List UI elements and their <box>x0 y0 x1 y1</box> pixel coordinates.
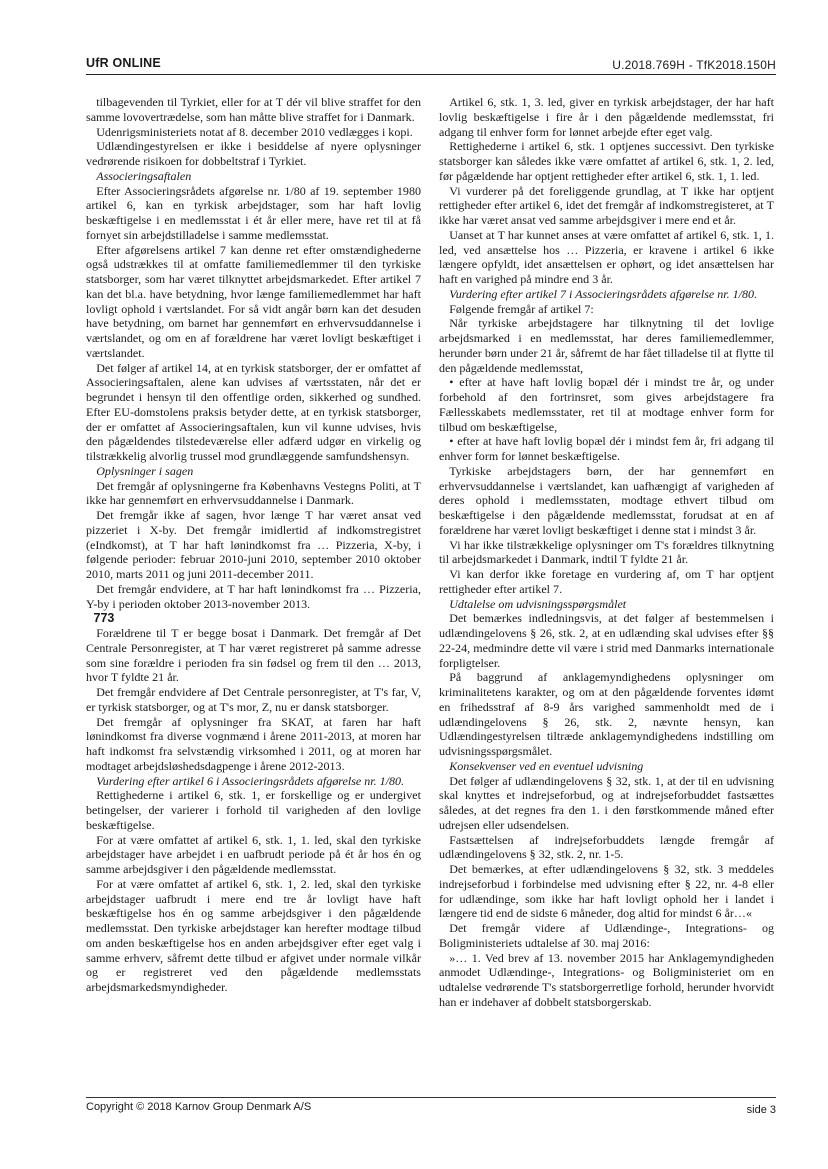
page-footer <box>86 1101 776 1119</box>
paragraph: Vi har ikke tilstrækkelige oplysninger om T's forældres tilknytning til arbejdsmarkedet i Danmark, indtil T fyldte 21 år. <box>439 537 774 567</box>
copyright-notice: Copyright © 2018 Karnov Group Denmark A/S <box>86 1101 312 1113</box>
source-page-number: 773 <box>93 611 115 626</box>
paragraph: Det fremgår endvidere af Det Centrale personregister, at T's far, V, er tyrkisk statsborger, og at T's mor, Z, nu er dansk statsborger. <box>86 685 421 714</box>
paragraph: Forældrene til T er begge bosat i Danmark. Det fremgår af Det Centrale Personregister, at T har været registreret på samme adresse som sine forældre i perioden fra sin fødsel og frem til den … 2013, hvor T fyldte 21 år. <box>86 626 421 685</box>
paragraph: For at være omfattet af artikel 6, stk. 1, 2. led, skal den tyrkiske arbejdstager uafbrudt i mere end tre år lovligt have haft beskæftigelse hos én og samme arbejdsgiver i den pågældende medlemsstat. Den tyrkiske arbejdstager kan herefter modtage tilbud om anden beskæftigelse hos en anden arbejdsgiver efter eget valg i samme erhverv, såfremt dette tilbud er afgivet under normale vilkår og er registreret ved den pågældende medlemsstats arbejdsmarkedsmyndigheder. <box>86 876 421 994</box>
page-number: side 3 <box>746 1104 776 1116</box>
paragraph: Udenrigsministeriets notat af 8. december 2010 vedlægges i kopi. <box>96 124 413 139</box>
document-reference: U.2018.769H - TfK2018.150H <box>612 58 776 72</box>
section-heading: Vurdering efter artikel 6 i Associeringsrådets afgørelse nr. 1/80. <box>96 773 405 788</box>
paragraph: Artikel 6, stk. 1, 3. led, giver en tyrkisk arbejdstager, der har haft lovlig beskæftigelse i fire år i den pågældende medlemsstat, fri adgang til enhver form for lønnet arbejde efter eget valg. <box>439 95 774 139</box>
paragraph: Vi vurderer på det foreliggende grundlag, at T ikke har optjent rettigheder efter artikel 6, idet det fremgår af indkomstregisteret, at T ikke har været ansat ved samme arbejdsgiver i mere end et år. <box>439 183 774 227</box>
paragraph: tilbagevenden til Tyrkiet, eller for at T dér vil blive straffet for den samme lovovertrædelse, som han måtte blive straffet for i Danmark. <box>86 95 421 124</box>
paragraph: Det fremgår videre af Udlændinge-, Integrations- og Boligministeriets udtalelse af 30. maj 2016: <box>439 921 774 950</box>
header-rule <box>86 74 776 75</box>
paragraph: For at være omfattet af artikel 6, stk. 1, 1. led, skal den tyrkiske arbejdstager have arbejdet i en uafbrudt periode på ét år hos én og samme arbejdsgiver i den pågældende medlemsstat. <box>86 832 421 876</box>
paragraph: Følgende fremgår af artikel 7: <box>449 301 594 316</box>
paragraph: Det følger af udlændingelovens § 32, stk. 1, at der til en udvisning skal knyttes et indrejseforbud, og at indrejseforbuddet fastsættes således, at det regnes fra den 1. i den førstkommende måned efter udrejsen eller udsendelsen. <box>439 773 774 832</box>
section-heading: Oplysninger i sagen <box>96 463 194 478</box>
section-heading: Konsekvenser ved en eventuel udvisning <box>449 758 644 773</box>
paragraph: Når tyrkiske arbejdstagere har tilknytning til det lovlige arbejdsmarked i en medlemsstat, har deres familiemedlemmer, herunder børn under 21 år, såfremt de har fået tilladelse til at flytte til den pågældende medlemsstat, <box>439 316 774 375</box>
paragraph: Det bemærkes indledningsvis, at det følger af bestemmelsen i udlændingelovens § 26, stk. 2, at en udlænding skal udvises efter §§ 22-24, medmindre dette vil være i strid med Danmarks internationale forpligtelser. <box>439 611 774 670</box>
paragraph: Uanset at T har kunnet anses at være omfattet af artikel 6, stk. 1, 1. led, ved ansættelse hos … Pizzeria, er kravene i artikel 6 ikke længere opfyldt, idet ansættelsen er ophørt, og idet ansættelsen har haft en varighed på mindre end 3 år. <box>439 227 774 286</box>
paragraph: Det følger af artikel 14, at en tyrkisk statsborger, der er omfattet af Associeringsaftalen, alene kan udvises af værtsstaten, når det er begrundet i hensyn til den offentlige orden, sikkerhed og sundhed. Efter EU-domstolens praksis betyder dette, at en tyrkisk statsborger, der er omfattet af Associeringsaftalen, kun vil kunne udvises, hvis den pågældendes tilstedeværelse eller adfærd udgør en virkelig og tilstrækkelig alvorlig trussel mod grundlæggende samfundshensyn. <box>86 360 421 463</box>
left-column <box>86 95 421 995</box>
paragraph: Det fremgår ikke af sagen, hvor længe T har været ansat ved pizzeriet i X-by. Det fremgår imidlertid af indkomstregistret (eIndkomst), at T har haft lønindkomst fra … Pizzeria, X-by, i følgende perioder: februar 2010-juni 2010, september 2010 oktober 2010, marts 2011 og juni 2011-december 2011. <box>86 508 421 581</box>
paragraph: »… 1. Ved brev af 13. november 2015 har Anklagemyndigheden anmodet Udlændinge-, Integrations- og Boligministeriet om en udtalelse vedrørende T's statsborgerretlige forhold, herunder hvorvidt han er indehaver af dobbelt statsborgerskab. <box>439 950 774 1009</box>
paragraph: Tyrkiske arbejdstagers børn, der har gennemført en erhvervsuddannelse i værtslandet, kan uafhængigt af varigheden af deres ophold i medlemsstaten, modtage ethvert tilbud om beskæftigelse i den pågældende medlemsstat, forudsat at en af forældrene har været lovligt beskæftiget i denne stat i mindst 3 år. <box>439 463 774 537</box>
paragraph: Det fremgår af oplysninger fra SKAT, at faren har haft lønindkomst fra diverse vognmænd i årene 2011-2013, at moren har haft indkomst fra selvstændig virksomhed i 2011, og at moren har modtaget arbejdsløshedsdagpenge i årene 2012-2013. <box>86 714 421 773</box>
paragraph: Det bemærkes, at efter udlændingelovens § 32, stk. 3 meddeles indrejseforbud i forbindelse med udvisning efter § 22, nr. 4-8 eller for udlændinge, som ikke har haft lovligt ophold her i landet i længere tid end de sidste 6 måneder, dog altid for mindst 6 år…« <box>439 862 774 921</box>
paragraph: Fastsættelsen af indrejseforbuddets længde fremgår af udlændingelovens § 32, stk. 2, nr. 1-5. <box>439 832 774 862</box>
paragraph: Det fremgår endvidere, at T har haft lønindkomst fra … Pizzeria, Y-by i perioden oktober 2013-november 2013. <box>86 581 421 611</box>
paragraph: På baggrund af anklagemyndighedens oplysninger om kriminalitetens karakter, og om at den pågældende forventes idømt en frihedsstraf af 8-9 års varighed sammenholdt med de i udlændingelovens § 26, stk. 2, nævnte hensyn, kan Udlændingestyrelsen tiltræde anklagemyndighedens indstilling om udvisningsspørgsmålet. <box>439 670 774 758</box>
right-column <box>439 95 774 1010</box>
bullet-item: • efter at have haft lovlig bopæl dér i mindst fem år, fri adgang til enhver form for lønnet beskæftigelse. <box>439 434 774 463</box>
section-heading: Vurdering efter artikel 7 i Associeringsrådets afgørelse nr. 1/80. <box>449 286 758 301</box>
brand-name: UfR ONLINE <box>86 56 161 70</box>
paragraph: Rettighederne i artikel 6, stk. 1, er forskellige og er undergivet betingelser, der varierer i forhold til varigheden af den lovlige beskæftigelse. <box>86 788 421 832</box>
paragraph: Udlændingestyrelsen er ikke i besiddelse af nyere oplysninger vedrørende risikoen for dobbeltstraf i Tyrkiet. <box>86 139 421 168</box>
section-heading: Associeringsaftalen <box>96 168 192 183</box>
bullet-item: • efter at have haft lovlig bopæl dér i mindst tre år, og under forbehold af den fortrinsret, som gives arbejdstagere fra Fællesskabets medlemsstater, ret til at modtage enhver form for tilbud om beskæftigelse, <box>439 375 774 434</box>
paragraph: Efter afgørelsens artikel 7 kan denne ret efter omstændighederne også udstrækkes til at omfatte familiemedlemmer til den tyrkiske statsborger, som har været tilknyttet arbejdsmarkedet. Efter artikel 7 kan det bl.a. have betydning, hvor længe familiemedlemmet har haft lovligt ophold i værtslandet. For så vidt angår børn kan det desuden have betydning, om barnet har gennemført en erhvervsuddannelse i værtslandet, og om en af forældrene har været lovligt beskæftiget i værtslandet. <box>86 242 421 360</box>
footer-rule <box>86 1097 776 1098</box>
paragraph: Efter Associeringsrådets afgørelse nr. 1/80 af 19. september 1980 artikel 6, kan en tyrkisk arbejdstager, som har haft lovlig beskæftigelse i en medlemsstat i ét år eller mere, have ret til at få fornyet sin arbejdstilladelse i samme medlemsstat. <box>86 183 421 242</box>
paragraph: Det fremgår af oplysningerne fra Københavns Vestegns Politi, at T ikke har gennemført en erhvervsuddannelse i Danmark. <box>86 478 421 508</box>
section-heading: Udtalelse om udvisningsspørgsmålet <box>449 596 627 611</box>
page-header <box>86 50 776 76</box>
paragraph: Vi kan derfor ikke foretage en vurdering af, om T har optjent rettigheder efter artikel 7. <box>439 567 774 596</box>
paragraph: Rettighederne i artikel 6, stk. 1 optjenes successivt. Den tyrkiske statsborger kan således ikke være omfattet af artikel 6, stk. 1, 2. led, før pågældende har optjent rettigheder efter artikel 6, stk. 1, 1. led. <box>439 139 774 183</box>
